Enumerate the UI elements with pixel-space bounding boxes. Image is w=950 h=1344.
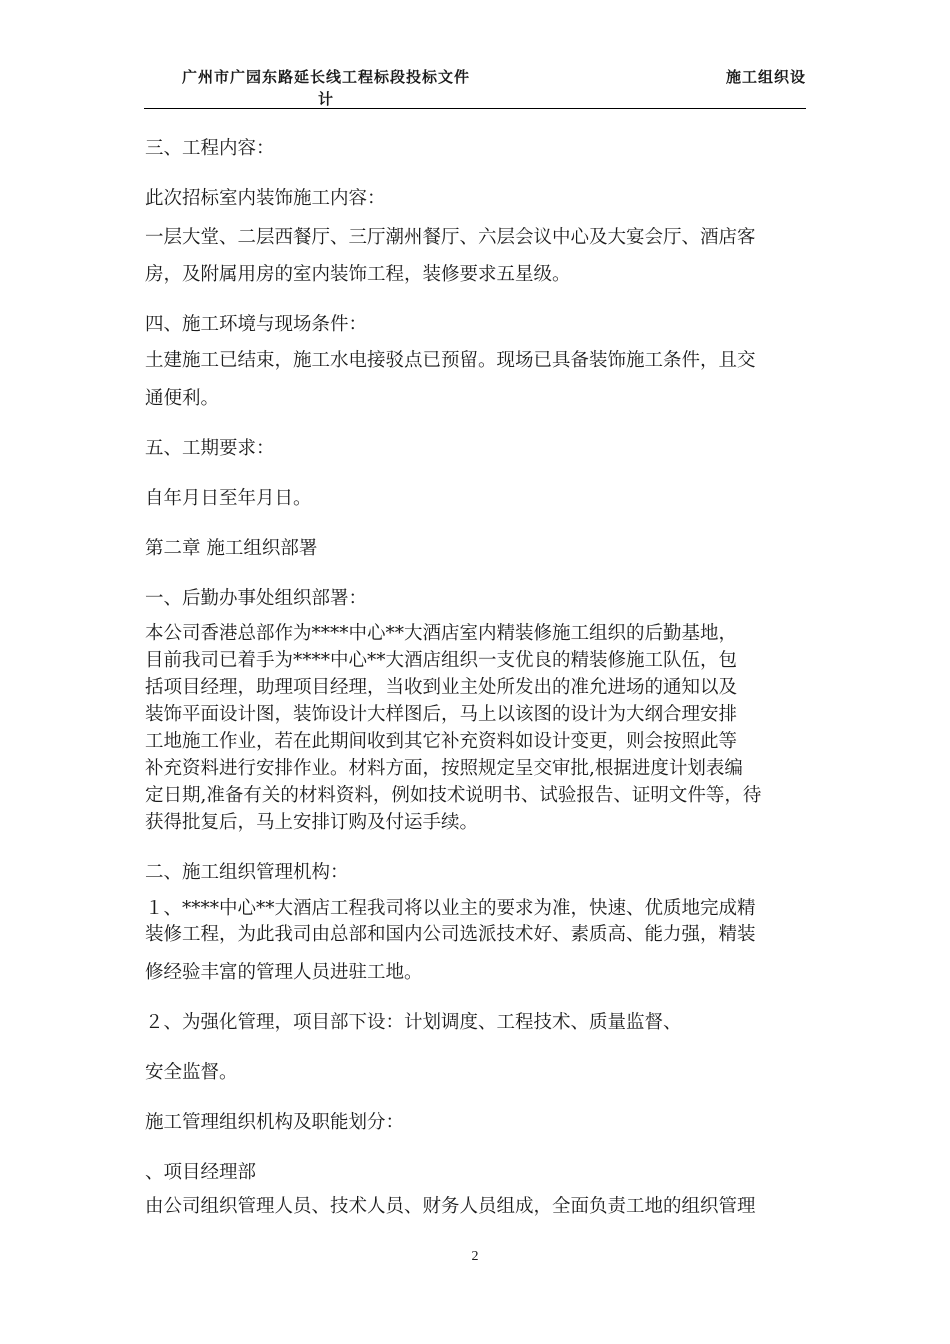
project-manager-dept-body: 由公司组织管理人员、技术人员、财务人员组成，全面负责工地的组织管理 [145, 1196, 756, 1217]
section-2-item-1-line: 装修工程，为此我司由总部和国内公司选派技术好、素质高、能力强，精装 [145, 924, 756, 945]
body-line: 装饰平面设计图，装饰设计大样图后，马上以该图的设计为大纲合理安排 [145, 704, 738, 725]
section-5-body: 自年月日至年月日。 [145, 488, 312, 509]
chapter-2-section-2-title: 二、施工组织管理机构： [145, 862, 349, 883]
section-2-item-1-line: 修经验丰富的管理人员进驻工地。 [145, 962, 423, 983]
org-structure-title: 施工管理组织机构及职能划分： [145, 1112, 405, 1133]
section-3-intro: 此次招标室内装饰施工内容： [145, 188, 386, 209]
section-2-item-1-line: １、****中心**大酒店工程我司将以业主的要求为准，快速、优质地完成精 [145, 898, 756, 919]
body-line: 本公司香港总部作为****中心**大酒店室内精装修施工组织的后勤基地， [145, 623, 738, 644]
body-line: 定日期,准备有关的材料资料，例如技术说明书、试验报告、证明文件等，待 [145, 785, 762, 806]
section-4-body-line: 土建施工已结束，施工水电接驳点已预留。现场已具备装饰施工条件，且交 [145, 350, 756, 371]
section-2-item-2-line: ２、为强化管理，项目部下设：计划调度、工程技术、质量监督、 [145, 1012, 682, 1033]
document-header-title [146, 66, 506, 110]
body-line: 目前我司已着手为****中心**大酒店组织一支优良的精装修施工队伍，包 [145, 650, 738, 671]
body-line: 工地施工作业，若在此期间收到其它补充资料如设计变更，则会按照此等 [145, 731, 738, 752]
section-5-title: 五、工期要求： [145, 438, 275, 459]
section-3-title: 三、工程内容： [145, 138, 275, 159]
chapter-2-section-1-body [145, 620, 809, 809]
section-3-body-line: 一层大堂、二层西餐厅、三厅潮州餐厅、六层会议中心及大宴会厅、酒店客 [145, 227, 756, 248]
body-line: 补充资料进行安排作业。材料方面，按照规定呈交审批,根据进度计划表编 [145, 758, 743, 779]
header-title-line1: 广州市广园东路延长线工程标段投标文件 [181, 68, 470, 86]
chapter-2-section-1-last-line: 获得批复后，马上安排订购及付运手续。 [145, 812, 479, 833]
section-2-item-2-line: 安全监督。 [145, 1062, 238, 1083]
section-4-body-line: 通便利。 [145, 388, 220, 409]
body-line: 括项目经理，助理项目经理，当收到业主处所发出的准允进场的通知以及 [145, 677, 738, 698]
section-4-title: 四、施工环境与现场条件： [145, 314, 368, 335]
project-manager-dept-title: 、项目经理部 [145, 1162, 257, 1183]
chapter-2-heading: 第二章 施工组织部署 [145, 538, 318, 559]
section-3-body-line: 房，及附属用房的室内装饰工程，装修要求五星级。 [145, 264, 571, 285]
page-number: 2 [471, 1249, 479, 1264]
document-header-section: 施工组织设 [725, 68, 806, 86]
header-title-line2: 计 [317, 90, 334, 108]
chapter-2-section-1-title: 一、后勤办事处组织部署： [145, 588, 368, 609]
header-divider [144, 108, 806, 109]
